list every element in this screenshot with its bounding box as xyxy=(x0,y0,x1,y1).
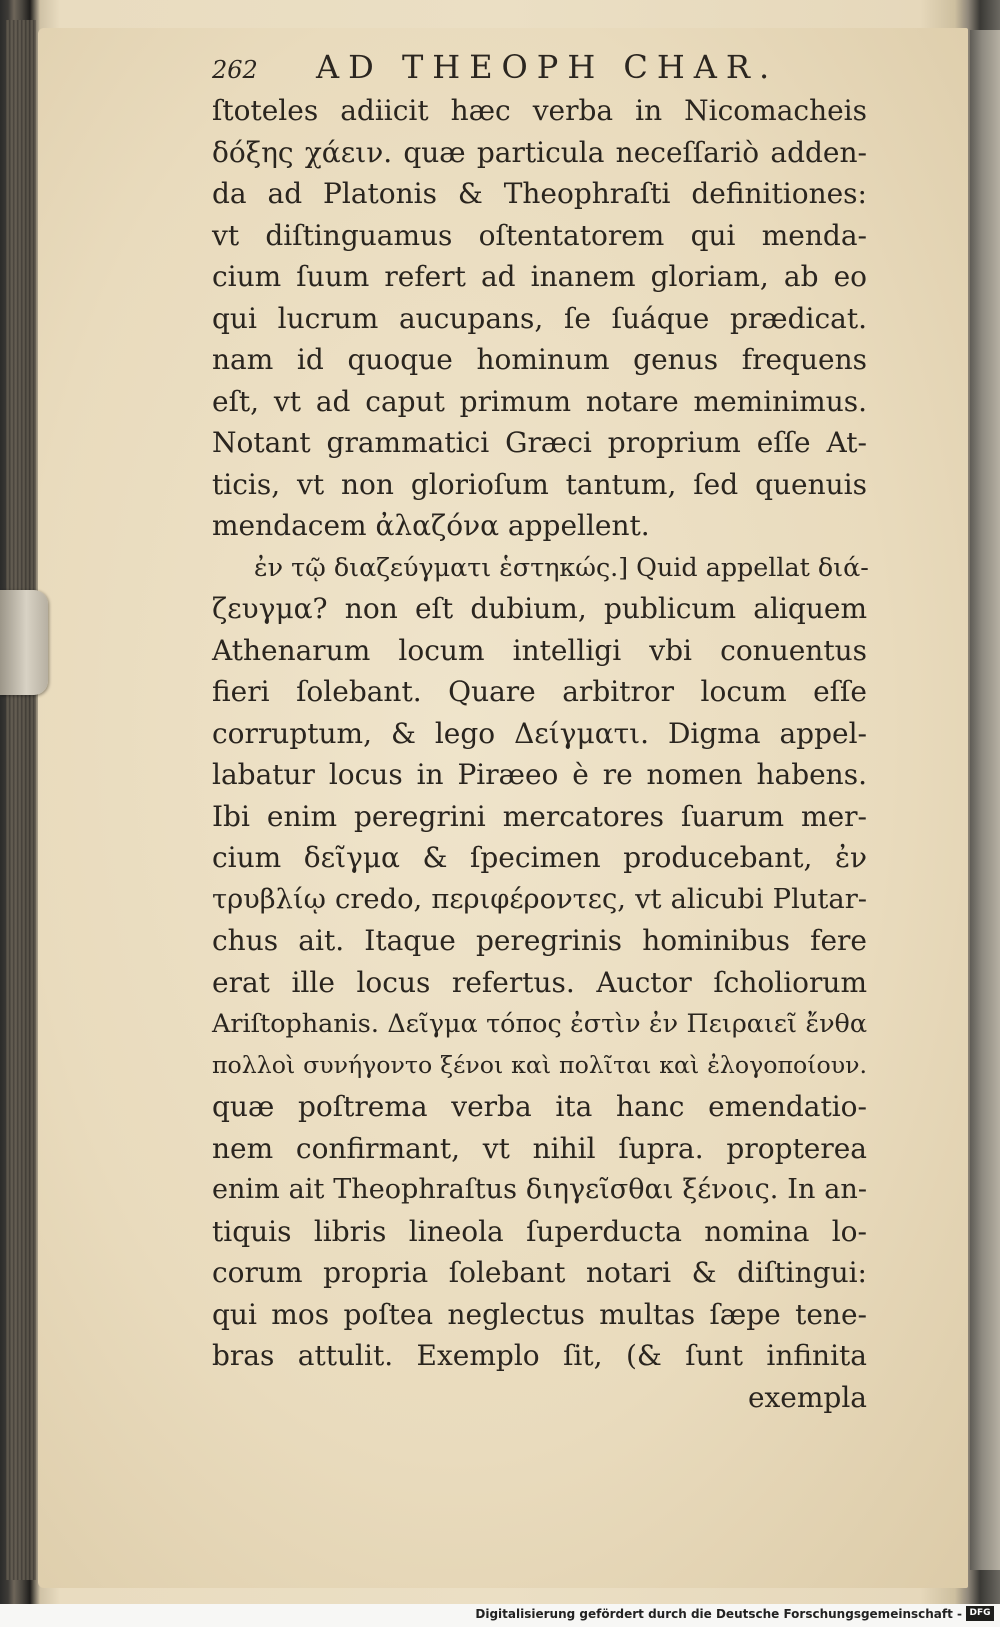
text-line: fieri ſolebant. Quare arbitror locum eſſe xyxy=(212,675,867,708)
text-line: da ad Platonis & Theophraſti definitiones: xyxy=(212,177,867,210)
text-line: bras attulit. Exemplo ſit, (& ſunt infinita xyxy=(212,1339,867,1372)
text-line: Notant grammatici Græci proprium eſſe At- xyxy=(212,426,867,459)
text-line: quæ poſtrema verba ita hanc emendatio- xyxy=(212,1090,867,1123)
page-edges-left xyxy=(6,20,36,1580)
text-line: πολλοὶ συνήγοντο ξένοι καὶ πολῖται καὶ ἐλογοποίουν. xyxy=(212,1050,867,1079)
facing-page-edge xyxy=(970,30,1000,1570)
text-line: chus ait. Itaque peregrinis hominibus fere xyxy=(212,924,867,957)
text-line: ſtoteles adiicit hæc verba in Nicomacheis xyxy=(212,94,867,127)
text-line: Ibi enim peregrini mercatores ſuarum mer- xyxy=(212,799,867,833)
catchword: exempla xyxy=(747,1380,867,1414)
text-line: Ariſtophanis. Δεῖγμα τόπος ἐστὶν ἐν Πειραιεῖ ἔνθα xyxy=(212,1008,867,1038)
digitization-credit: Digitalisierung gefördert durch die Deutsche Forschungsgemeinschaft - xyxy=(475,1607,962,1621)
running-head: AD THEOPH CHAR. xyxy=(316,48,779,86)
body-text xyxy=(212,90,867,1418)
page-header xyxy=(212,48,852,92)
dfg-logo: DFG xyxy=(966,1606,994,1621)
text-line: Athenarum locum intelligi vbi conuentus xyxy=(212,633,867,667)
bookmark-tab xyxy=(0,590,48,695)
text-line: eſt, vt ad caput primum notare meminimus. xyxy=(212,384,867,418)
text-line: ticis, vt non glorioſum tantum, ſed quenuis xyxy=(212,467,867,501)
text-line: ἐν τῷ διαζεύγματι ἑστηκώς.] Quid appellat διά- xyxy=(254,551,869,582)
text-line: ζευγμα? non eſt dubium, publicum aliquem xyxy=(212,592,867,625)
text-line: nam id quoque hominum genus frequens xyxy=(212,343,867,376)
text-line: qui mos poſtea neglectus multas ſæpe tene- xyxy=(212,1297,867,1331)
text-line: corruptum, & lego Δείγματι. Digma appel- xyxy=(212,716,867,750)
text-line: δόξης χάειν. quæ particula neceſſariò adden- xyxy=(212,135,867,169)
text-line: cium ſuum refert ad inanem gloriam, ab eo xyxy=(212,260,867,293)
page-number: 262 xyxy=(212,56,258,84)
text-line: enim ait Theophraſtus διηγεῖσθαι ξένοις. In an- xyxy=(212,1174,867,1205)
text-line: τρυβλίῳ credo, περιφέροντες, vt alicubi Plutar- xyxy=(212,883,867,915)
text-line: erat ille locus refertus. Auctor ſcholiorum xyxy=(212,965,867,999)
text-line: mendacem ἀλαζόνα appellent. xyxy=(212,509,650,542)
text-line: labatur locus in Piræeo è re nomen habens. xyxy=(212,758,867,791)
text-line: tiquis libris lineola ſuperducta nomina lo- xyxy=(212,1214,867,1248)
text-line: vt diſtinguamus oſtentatorem qui menda- xyxy=(212,218,867,252)
text-line: corum propria ſolebant notari & diſtingui: xyxy=(212,1256,867,1289)
text-line: qui lucrum aucupans, ſe ſuáque prædicat. xyxy=(212,301,867,335)
text-line: nem confirmant, vt nihil ſupra. propterea xyxy=(212,1131,867,1165)
text-line: cium δεῖγμα & ſpecimen producebant, ἐν xyxy=(212,841,867,874)
